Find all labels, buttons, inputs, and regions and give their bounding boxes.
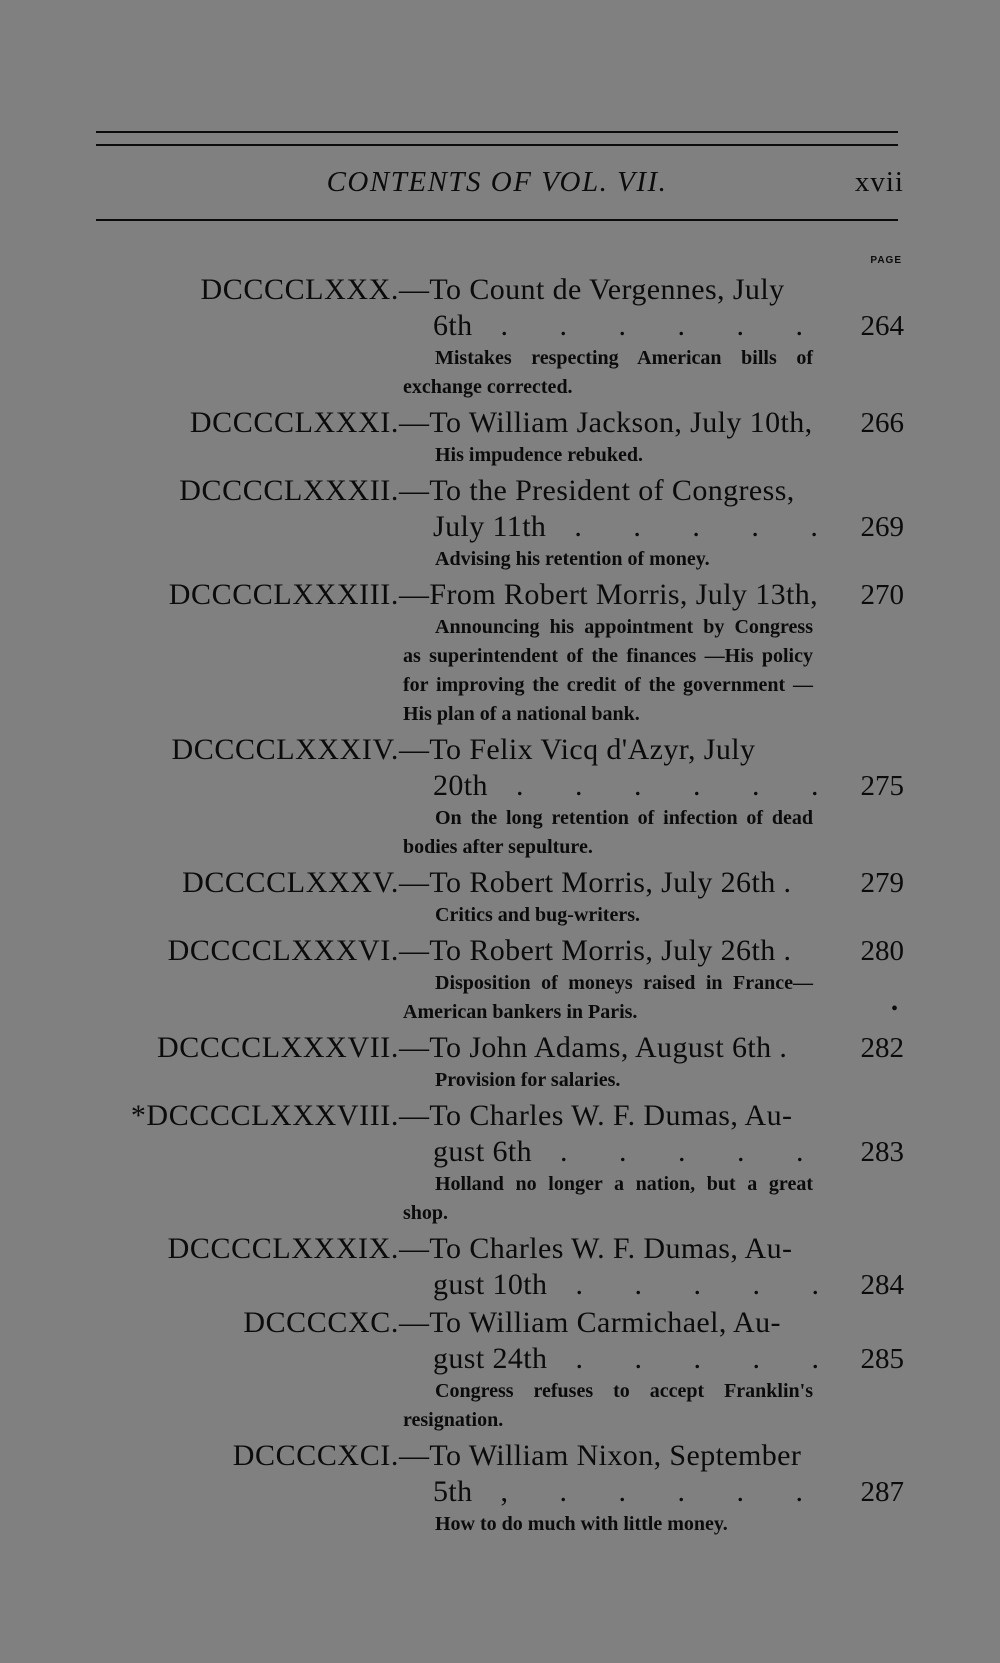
letter-summary: Disposition of moneys raised in France—American bankers in Paris. bbox=[403, 972, 813, 1023]
page-column-label: PAGE bbox=[870, 255, 902, 266]
title-line bbox=[399, 1438, 809, 1474]
entry-heading bbox=[0, 1098, 1000, 1170]
letter-summary: Announcing his appointment by Congress as superintendent of the finances —His policy for improving the credit of the government — His plan of a national bank. bbox=[403, 616, 813, 725]
dot-leaders: . . . . . . bbox=[515, 769, 841, 802]
page-number: 283 bbox=[860, 1136, 904, 1168]
letter-title bbox=[399, 473, 840, 545]
page-number: 284 bbox=[860, 1269, 904, 1301]
header-rule-top bbox=[96, 131, 898, 133]
dot-leaders: . . . . . bbox=[575, 1342, 841, 1375]
entry-heading bbox=[0, 1438, 1000, 1510]
title-text: —To the President of Congress, bbox=[399, 474, 795, 507]
title-line-continued bbox=[399, 1341, 841, 1377]
page-number: 270 bbox=[860, 579, 904, 611]
title-text: —To Count de Vergennes, July bbox=[399, 273, 785, 306]
dot-leaders: . . . . . bbox=[575, 1268, 841, 1301]
title-line-continued bbox=[399, 308, 826, 344]
entry-heading bbox=[0, 1231, 1000, 1303]
page-number: 279 bbox=[860, 867, 904, 899]
contents-entry bbox=[0, 577, 1000, 729]
title-text: —To Charles W. F. Dumas, Au- bbox=[399, 1099, 793, 1132]
title-text: —To Charles W. F. Dumas, Au- bbox=[399, 1232, 793, 1265]
title-text: 5th bbox=[433, 1475, 473, 1508]
title-line bbox=[399, 577, 819, 613]
page-number: 266 bbox=[860, 407, 904, 439]
title-line bbox=[399, 405, 813, 441]
page-number: 269 bbox=[860, 511, 904, 543]
contents-entry bbox=[0, 1305, 1000, 1435]
letter-summary: Advising his retention of money. bbox=[435, 548, 710, 570]
letter-numeral: DCCCCLXXXII. bbox=[179, 474, 399, 507]
letter-summary: Critics and bug-writers. bbox=[435, 904, 640, 926]
letter-title bbox=[399, 1098, 826, 1170]
letter-summary: How to do much with little money. bbox=[435, 1513, 728, 1535]
title-text: —To William Carmichael, Au- bbox=[399, 1306, 781, 1339]
letter-numeral: DCCCCLXXXIV. bbox=[171, 733, 399, 766]
entry-heading bbox=[0, 1030, 1000, 1066]
entry-heading bbox=[0, 577, 1000, 613]
title-line bbox=[399, 1231, 809, 1267]
contents-entry bbox=[0, 1231, 1000, 1303]
title-line bbox=[399, 272, 809, 308]
letter-numeral: *DCCCCLXXXVIII. bbox=[130, 1099, 399, 1132]
title-text: —To William Nixon, September bbox=[399, 1439, 802, 1472]
title-text: gust 10th bbox=[433, 1268, 548, 1301]
dot-leaders: . . . . . bbox=[560, 1135, 826, 1168]
title-text: gust 24th bbox=[433, 1342, 548, 1375]
title-line bbox=[399, 1098, 809, 1134]
title-text: gust 6th bbox=[433, 1135, 533, 1168]
page-number: 275 bbox=[860, 770, 904, 802]
title-text: 20th bbox=[433, 769, 488, 802]
dot-leaders: , . . . . . bbox=[500, 1475, 826, 1508]
title-line bbox=[399, 933, 809, 969]
entry-heading bbox=[0, 933, 1000, 969]
page-number: 264 bbox=[860, 310, 904, 342]
contents-entry bbox=[0, 732, 1000, 862]
contents-entry bbox=[0, 865, 1000, 930]
page-number: 285 bbox=[860, 1343, 904, 1375]
page-number: 282 bbox=[860, 1032, 904, 1064]
title-text: 6th bbox=[433, 309, 473, 342]
title-text: —To John Adams, August 6th . bbox=[399, 1031, 788, 1064]
entry-heading bbox=[0, 272, 1000, 344]
letter-title bbox=[399, 1438, 826, 1510]
contents-list bbox=[0, 272, 1000, 1542]
letter-numeral: DCCCCLXXXI. bbox=[189, 406, 399, 439]
letter-numeral: DCCCCLXXXV. bbox=[182, 866, 399, 899]
letter-summary: Mistakes respecting American bills of exchange corrected. bbox=[403, 347, 813, 398]
letter-numeral: DCCCCLXXXVII. bbox=[157, 1031, 399, 1064]
title-line bbox=[399, 1305, 809, 1341]
running-title: CONTENTS OF VOL. VII. bbox=[326, 166, 668, 198]
title-text: —From Robert Morris, July 13th, bbox=[399, 578, 819, 611]
letter-numeral: DCCCCLXXXIX. bbox=[167, 1232, 399, 1265]
title-line-continued bbox=[399, 1267, 841, 1303]
title-line bbox=[399, 473, 809, 509]
title-line-continued bbox=[399, 509, 840, 545]
header-rule-bottom bbox=[96, 219, 898, 221]
entry-heading bbox=[0, 865, 1000, 901]
title-text: —To Robert Morris, July 26th . bbox=[399, 934, 792, 967]
title-line-continued bbox=[399, 768, 841, 804]
letter-summary: Congress refuses to accept Franklin's resignation. bbox=[403, 1380, 813, 1431]
title-text: —To Felix Vicq d'Azyr, July bbox=[399, 733, 756, 766]
letter-numeral: DCCCCLXXX. bbox=[200, 273, 399, 306]
dot-leaders: . . . . . bbox=[574, 510, 840, 543]
letter-title bbox=[399, 577, 819, 613]
title-line-continued bbox=[399, 1134, 826, 1170]
letter-title bbox=[399, 272, 826, 344]
contents-entry bbox=[0, 1030, 1000, 1095]
contents-entry bbox=[0, 272, 1000, 402]
letter-summary: Holland no longer a nation, but a great shop. bbox=[403, 1173, 813, 1224]
letter-title bbox=[399, 1030, 809, 1066]
contents-entry bbox=[0, 1438, 1000, 1539]
letter-numeral: DCCCCXC. bbox=[243, 1306, 399, 1339]
letter-title bbox=[399, 732, 841, 804]
entry-heading bbox=[0, 473, 1000, 545]
contents-entry bbox=[0, 933, 1000, 1027]
page-number: 280 bbox=[860, 935, 904, 967]
letter-numeral: DCCCCLXXXIII. bbox=[168, 578, 399, 611]
header-rule-second bbox=[96, 144, 898, 146]
letter-summary: Provision for salaries. bbox=[435, 1069, 621, 1091]
title-line bbox=[399, 1030, 809, 1066]
letter-title bbox=[399, 1305, 841, 1377]
letter-numeral: DCCCCXCI. bbox=[232, 1439, 399, 1472]
letter-numeral: DCCCCLXXXVI. bbox=[167, 934, 399, 967]
title-line bbox=[399, 732, 809, 768]
entry-heading bbox=[0, 732, 1000, 804]
folio-page-number: xvii bbox=[854, 166, 904, 198]
letter-summary: On the long retention of infection of dead bodies after sepulture. bbox=[403, 807, 813, 858]
title-text: —To William Jackson, July 10th, bbox=[399, 406, 813, 439]
title-line bbox=[399, 865, 809, 901]
stray-bullet-mark: • bbox=[890, 998, 898, 1020]
page-number: 287 bbox=[860, 1476, 904, 1508]
title-text: July 11th bbox=[433, 510, 547, 543]
title-line-continued bbox=[399, 1474, 826, 1510]
dot-leaders: . . . . . . bbox=[500, 309, 826, 342]
letter-title bbox=[399, 1231, 841, 1303]
letter-title bbox=[399, 865, 809, 901]
contents-entry bbox=[0, 473, 1000, 574]
entry-heading bbox=[0, 405, 1000, 441]
title-text: —To Robert Morris, July 26th . bbox=[399, 866, 792, 899]
letter-summary: His impudence rebuked. bbox=[435, 444, 643, 466]
entry-heading bbox=[0, 1305, 1000, 1377]
contents-entry bbox=[0, 1098, 1000, 1228]
letter-title bbox=[399, 405, 813, 441]
contents-entry bbox=[0, 405, 1000, 470]
letter-title bbox=[399, 933, 809, 969]
